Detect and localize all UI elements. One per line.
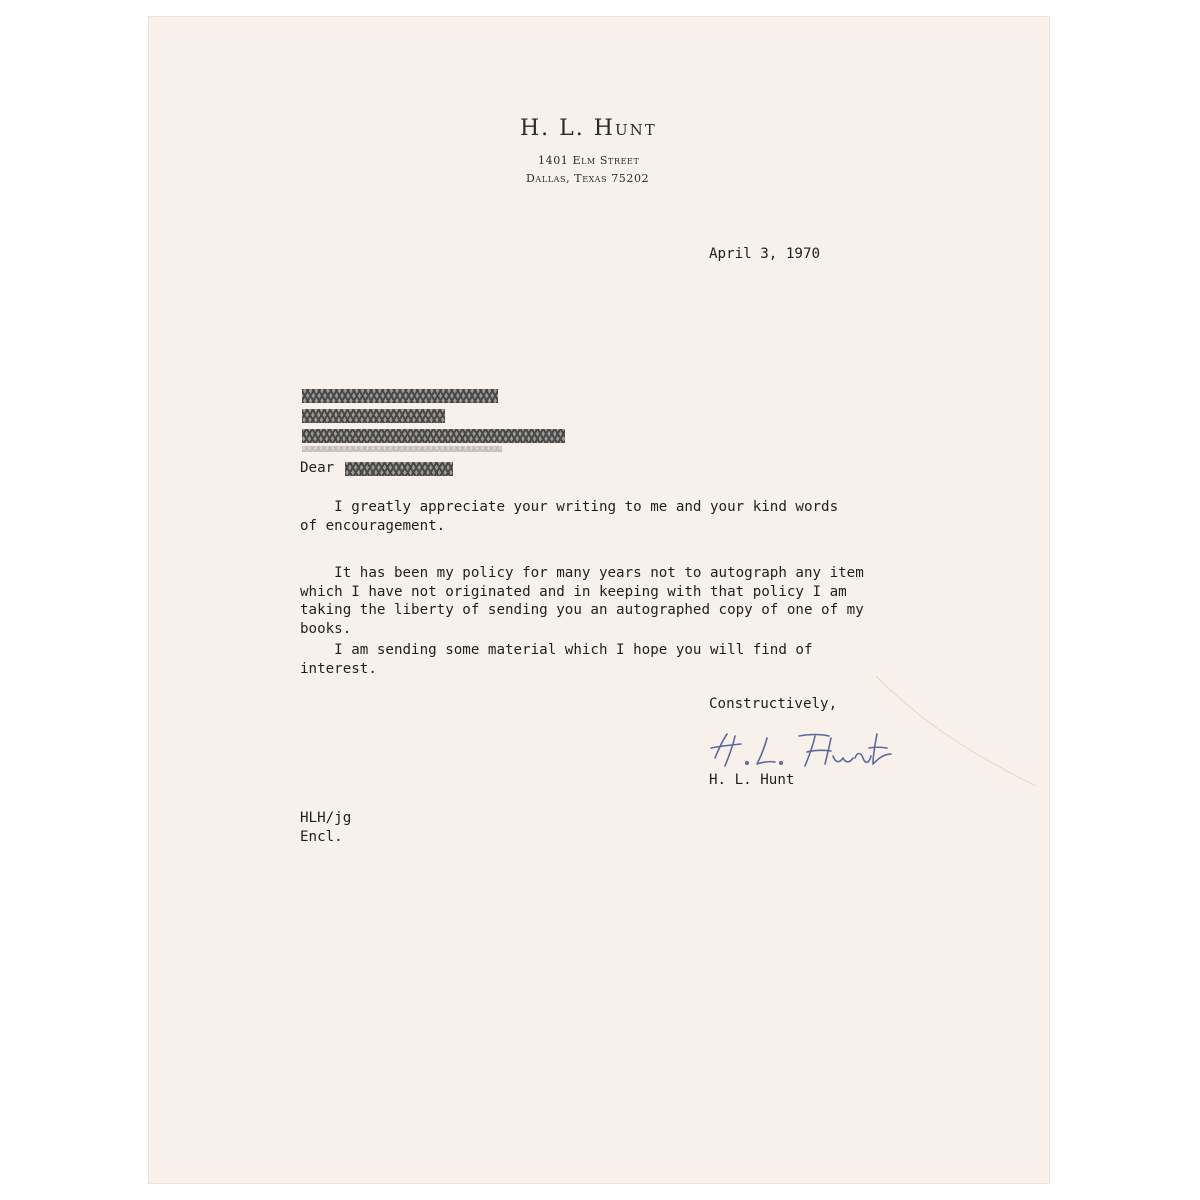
salutation: Dear: [300, 460, 335, 476]
letterhead-city: Dallas, Texas 75202: [526, 172, 650, 185]
redacted-address-line: [302, 389, 498, 403]
redaction-smudge: [302, 446, 502, 452]
letterhead-street: 1401 Elm Street: [538, 154, 640, 167]
paper-fold-mark: [876, 676, 1036, 796]
letter-date: April 3, 1970: [709, 246, 821, 262]
redacted-address-line: [302, 429, 565, 443]
signer-name: H. L. Hunt: [709, 772, 795, 788]
letterhead-name: H. L. Hunt: [520, 116, 657, 141]
paragraph-1: I greatly appreciate your writing to me and your kind words of encouragement.: [300, 499, 839, 534]
redacted-address-line: [302, 409, 445, 423]
closing: Constructively,: [709, 696, 838, 712]
paragraph-2: It has been my policy for many years not to autograph any item which I have not originated and in keeping with that policy I am taking the liberty of sending you an autographed copy of one of my books.: [300, 565, 864, 637]
letter-page: [148, 16, 1050, 1184]
reference-initials: HLH/jg Encl.: [300, 810, 352, 845]
paragraph-3: I am sending some material which I hope you will find of interest.: [300, 642, 813, 677]
redacted-recipient-name: [345, 462, 453, 476]
